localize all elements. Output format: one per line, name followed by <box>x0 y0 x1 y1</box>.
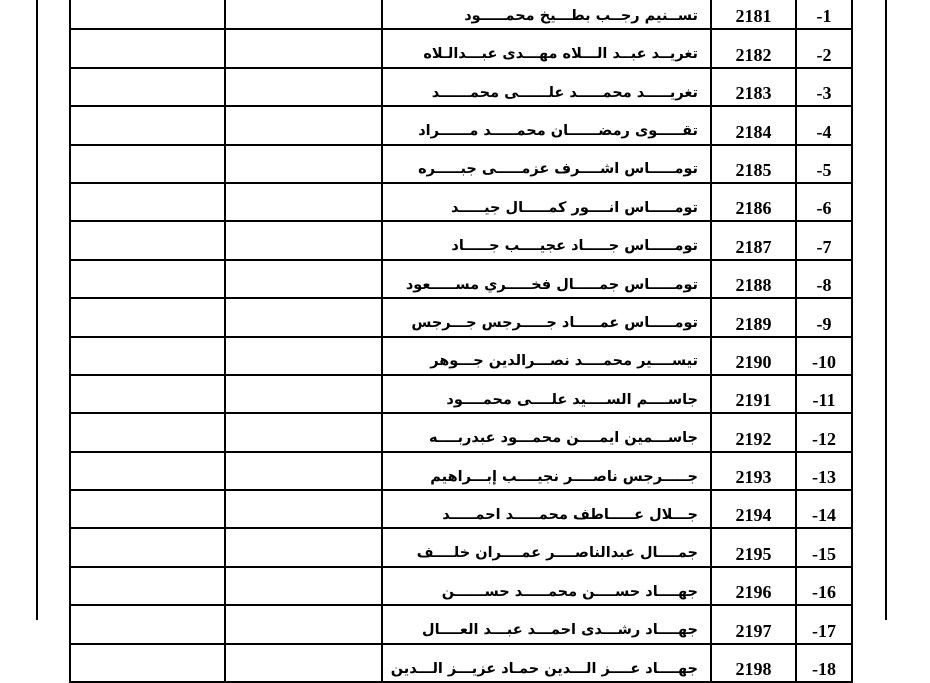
serial-number-cell: -10 <box>796 337 852 375</box>
seat-number-cell: 2190 <box>711 337 796 375</box>
serial-number-cell: -4 <box>796 106 852 144</box>
blank-cell-2 <box>225 260 382 298</box>
blank-cell-2 <box>225 452 382 490</box>
table-row <box>70 644 852 682</box>
student-name-cell: جـــــرجس ناصــــر نجيــــب إبـــراهيم <box>382 452 711 490</box>
page-border-left <box>36 0 38 620</box>
student-name-cell: تيســــير محمــــد نصـــرالدين جـــوهر <box>382 337 711 375</box>
blank-cell-2 <box>225 183 382 221</box>
table-row <box>70 68 852 106</box>
serial-number-cell: -18 <box>796 644 852 682</box>
seat-number-cell: 2183 <box>711 68 796 106</box>
seat-number-cell: 2186 <box>711 183 796 221</box>
blank-cell-1 <box>70 413 225 451</box>
seat-number-cell: 2188 <box>711 260 796 298</box>
serial-number-cell: -14 <box>796 490 852 528</box>
seat-number-cell: 2181 <box>711 0 796 29</box>
student-name-cell: جمــــال عبدالناصــــر عمــــران خلــــف <box>382 528 711 566</box>
blank-cell-2 <box>225 221 382 259</box>
table-row <box>70 145 852 183</box>
blank-cell-1 <box>70 29 225 67</box>
table-row <box>70 528 852 566</box>
student-name-cell: تومـــــاس جمـــــال فخـــــري مســـــعود <box>382 260 711 298</box>
student-name-cell: تومـــــاس عمـــــاد جـــــرجس جـــرجس <box>382 298 711 336</box>
blank-cell-1 <box>70 145 225 183</box>
blank-cell-1 <box>70 605 225 643</box>
seat-number-cell: 2195 <box>711 528 796 566</box>
table-row <box>70 337 852 375</box>
blank-cell-2 <box>225 145 382 183</box>
blank-cell-2 <box>225 298 382 336</box>
student-name-cell: تغريـــــد محمـــــد علــــــى محمــــــد <box>382 68 711 106</box>
blank-cell-2 <box>225 375 382 413</box>
blank-cell-1 <box>70 298 225 336</box>
student-name-cell: تومـــــاس انــــور كمـــــال جيـــــد <box>382 183 711 221</box>
table-row <box>70 260 852 298</box>
student-name-cell: تقـــــوى رمضــــــان محمـــــد مــــــراد <box>382 106 711 144</box>
seat-number-cell: 2197 <box>711 605 796 643</box>
seat-number-cell: 2187 <box>711 221 796 259</box>
table-row <box>70 106 852 144</box>
student-name-cell: جاســـمين ايمــــن محمـــود عبدربــــه <box>382 413 711 451</box>
student-name-cell: جـــلال عـــــاطف محمـــــد احمـــــد <box>382 490 711 528</box>
blank-cell-2 <box>225 0 382 29</box>
serial-number-cell: -6 <box>796 183 852 221</box>
serial-number-cell: -16 <box>796 567 852 605</box>
blank-cell-1 <box>70 0 225 29</box>
student-name-cell: تومـــــاس جـــــاد عجيــــب جـــــاد <box>382 221 711 259</box>
blank-cell-1 <box>70 260 225 298</box>
seat-number-cell: 2194 <box>711 490 796 528</box>
seat-number-cell: 2184 <box>711 106 796 144</box>
blank-cell-2 <box>225 413 382 451</box>
blank-cell-1 <box>70 106 225 144</box>
table-row <box>70 375 852 413</box>
table-row <box>70 413 852 451</box>
student-name-cell: جهــــاد عــــز الـــدين حمـاد عزيـــز الـــدين <box>382 644 711 682</box>
blank-cell-2 <box>225 29 382 67</box>
serial-number-cell: -17 <box>796 605 852 643</box>
blank-cell-2 <box>225 106 382 144</box>
student-name-cell: تومـــــاس اشــــرف عزمـــــى جبـــــره <box>382 145 711 183</box>
table-row <box>70 567 852 605</box>
seat-number-cell: 2192 <box>711 413 796 451</box>
blank-cell-1 <box>70 183 225 221</box>
table-row <box>70 183 852 221</box>
blank-cell-2 <box>225 490 382 528</box>
table-row <box>70 452 852 490</box>
blank-cell-2 <box>225 644 382 682</box>
page-border-right <box>885 0 887 620</box>
blank-cell-2 <box>225 567 382 605</box>
student-name-cell: تغريــد عبــد الـــلاه مهـــدى عبـــدالـلاه <box>382 29 711 67</box>
serial-number-cell: -3 <box>796 68 852 106</box>
seat-number-cell: 2193 <box>711 452 796 490</box>
blank-cell-2 <box>225 528 382 566</box>
student-name-cell: جهــــاد حســــن محمـــــد حســــــن <box>382 567 711 605</box>
blank-cell-1 <box>70 375 225 413</box>
student-name-cell: تســنيم رجــب بطـــيخ محمـــــود <box>382 0 711 29</box>
serial-number-cell: -9 <box>796 298 852 336</box>
student-name-cell: جاســــم الســــيد علــــى محمــــود <box>382 375 711 413</box>
seat-number-cell: 2189 <box>711 298 796 336</box>
serial-number-cell: -7 <box>796 221 852 259</box>
table-row <box>70 605 852 643</box>
seat-number-cell: 2198 <box>711 644 796 682</box>
blank-cell-1 <box>70 452 225 490</box>
blank-cell-2 <box>225 605 382 643</box>
table-row <box>70 490 852 528</box>
blank-cell-1 <box>70 644 225 682</box>
blank-cell-1 <box>70 528 225 566</box>
serial-number-cell: -11 <box>796 375 852 413</box>
student-name-cell: جهــــاد رشـــدى احمـــد عبـــد العــــال <box>382 605 711 643</box>
roster-body <box>70 0 852 682</box>
serial-number-cell: -1 <box>796 0 852 29</box>
serial-number-cell: -2 <box>796 29 852 67</box>
seat-number-cell: 2185 <box>711 145 796 183</box>
serial-number-cell: -5 <box>796 145 852 183</box>
table-row <box>70 221 852 259</box>
serial-number-cell: -12 <box>796 413 852 451</box>
serial-number-cell: -8 <box>796 260 852 298</box>
table-row <box>70 29 852 67</box>
blank-cell-1 <box>70 221 225 259</box>
blank-cell-1 <box>70 337 225 375</box>
blank-cell-2 <box>225 337 382 375</box>
seat-number-cell: 2182 <box>711 29 796 67</box>
serial-number-cell: -15 <box>796 528 852 566</box>
student-roster-table <box>69 0 853 683</box>
table-row <box>70 0 852 29</box>
blank-cell-2 <box>225 68 382 106</box>
blank-cell-1 <box>70 68 225 106</box>
blank-cell-1 <box>70 490 225 528</box>
table-row <box>70 298 852 336</box>
seat-number-cell: 2191 <box>711 375 796 413</box>
serial-number-cell: -13 <box>796 452 852 490</box>
blank-cell-1 <box>70 567 225 605</box>
seat-number-cell: 2196 <box>711 567 796 605</box>
